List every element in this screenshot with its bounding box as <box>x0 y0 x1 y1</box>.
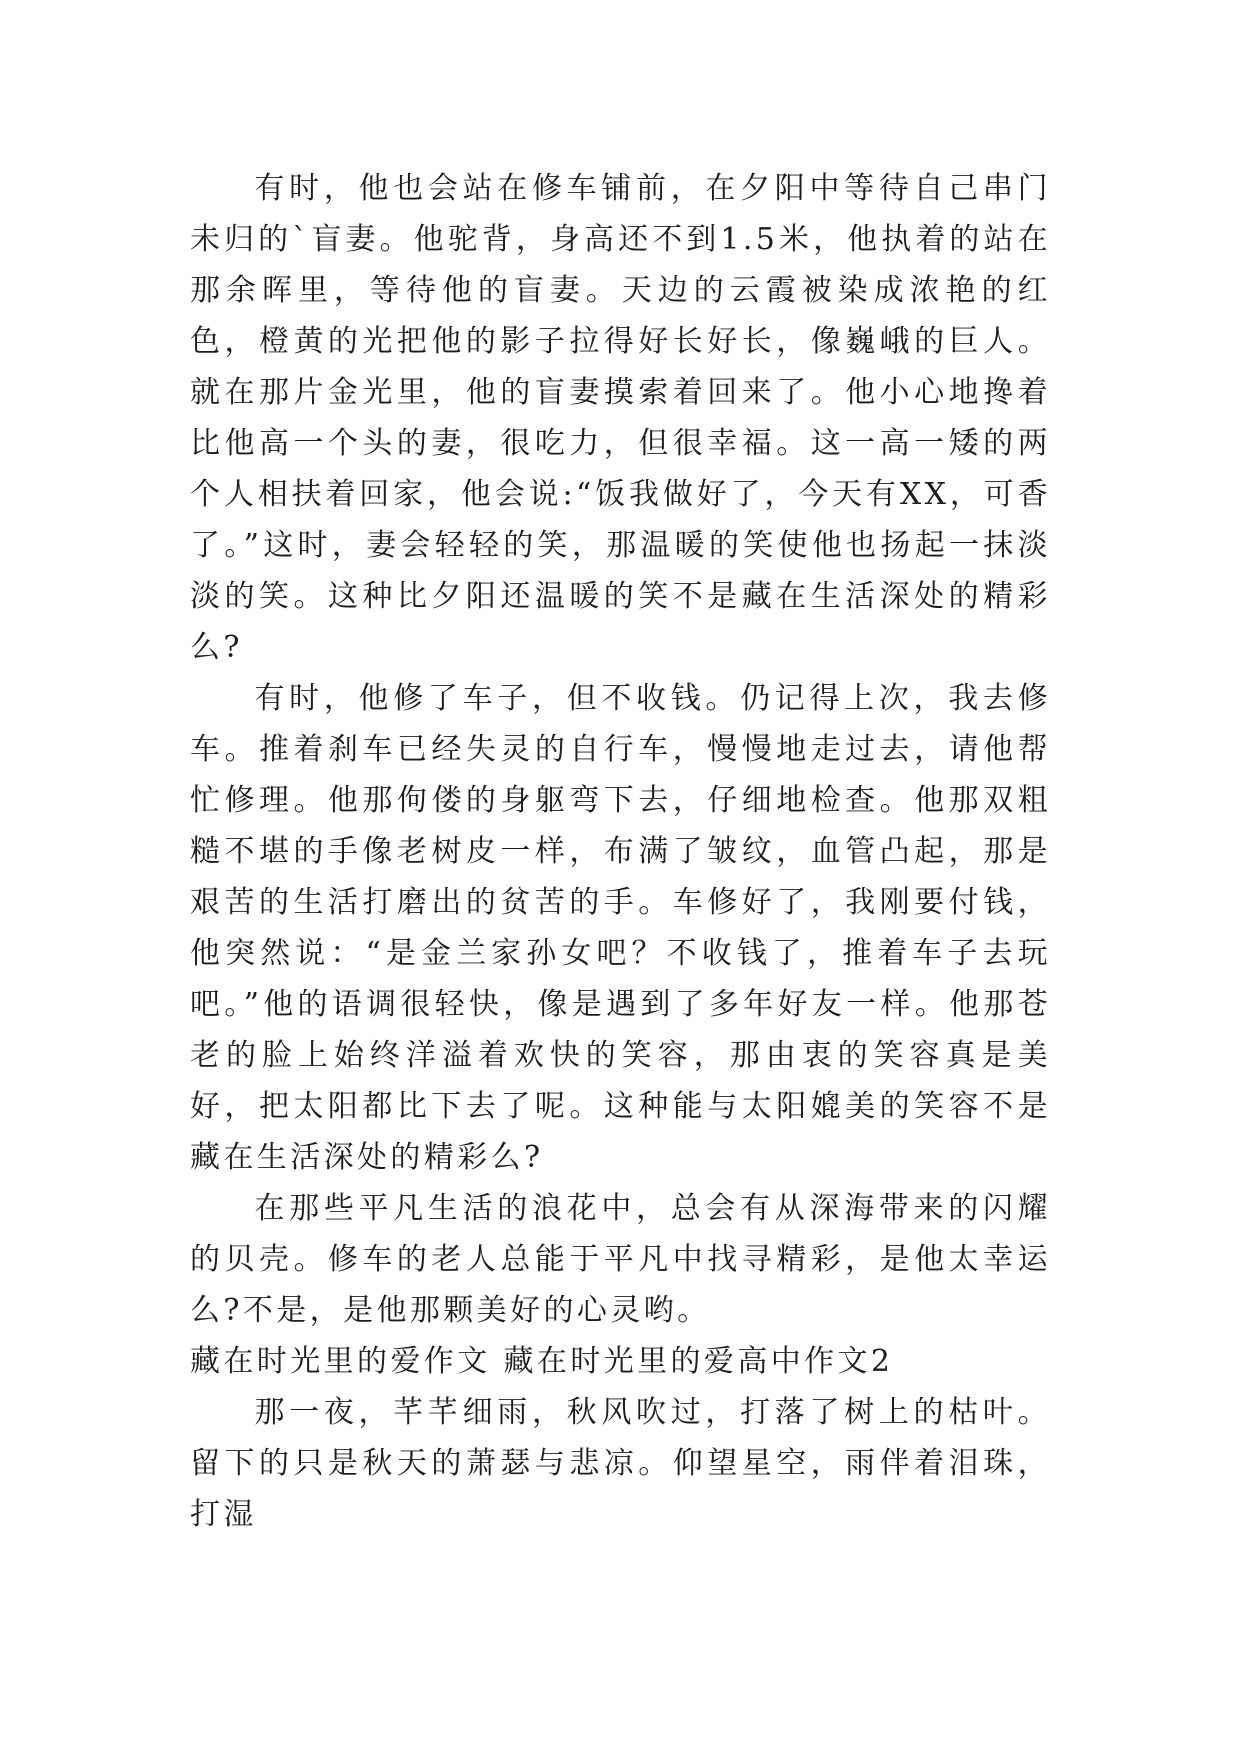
paragraph-4: 那一夜，芊芊细雨，秋风吹过，打落了树上的枯叶。留下的只是秋天的萧瑟与悲凉。仰望星空，雨伴着泪珠，打湿 <box>190 1395 1051 1532</box>
paragraph-2: 有时，他修了车子，但不收钱。仍记得上次，我去修车。推着刹车已经失灵的自行车，慢慢地走过去，请他帮忙修理。他那佝偻的身躯弯下去，仔细地检查。他那双粗糙不堪的手像老树皮一样，布满了皱纹，血管凸起，那是艰苦的生活打磨出的贫苦的手。车修好了，我刚要付钱，他突然说：“是金兰家孙女吧？不收钱了，推着车子去玩吧。”他的语调很轻快，像是遇到了多年好友一样。他那苍老的脸上始终洋溢着欢快的笑容，那由衷的笑容真是美好，把太阳都比下去了呢。这种能与太阳媲美的笑容不是藏在生活深处的精彩么? <box>190 681 1051 1175</box>
paragraph-3: 在那些平凡生活的浪花中，总会有从深海带来的闪耀的贝壳。修车的老人总能于平凡中找寻精彩，是他太幸运么?不是，是他那颗美好的心灵哟。 <box>190 1191 1051 1328</box>
paragraph-1: 有时，他也会站在修车铺前，在夕阳中等待自己串门未归的`盲妻。他驼背，身高还不到1.5米，他执着的站在那余晖里，等待他的盲妻。天边的云霞被染成浓艳的红色，橙黄的光把他的影子拉得好长好长，像巍峨的巨人。就在那片金光里，他的盲妻摸索着回来了。他小心地搀着比他高一个头的妻，很吃力，但很幸福。这一高一矮的两个人相扶着回家，他会说:“饭我做好了，今天有XX，可香了。”这时，妻会轻轻的笑，那温暖的笑使他也扬起一抹淡淡的笑。这种比夕阳还温暖的笑不是藏在生活深处的精彩么? <box>190 171 1051 665</box>
document-body <box>190 163 1051 1540</box>
section-heading: 藏在时光里的爱作文 藏在时光里的爱高中作文2 <box>190 1344 894 1379</box>
